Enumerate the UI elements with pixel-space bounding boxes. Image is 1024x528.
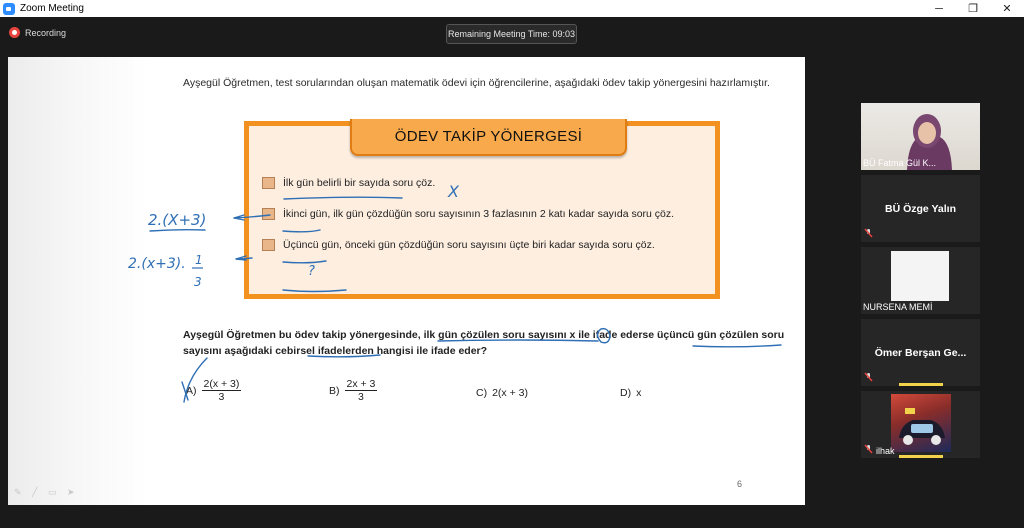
instruction-item <box>262 177 435 189</box>
close-icon[interactable]: ✕ <box>1002 3 1012 15</box>
choice-letter: A) <box>186 384 197 397</box>
checkbox-icon <box>262 208 275 220</box>
car-icon <box>891 394 951 452</box>
active-speaker-bar <box>899 383 943 386</box>
muted-mic-icon <box>864 372 873 382</box>
fraction-numerator: 2x + 3 <box>346 378 376 390</box>
slide-shadow <box>8 57 148 505</box>
instruction-item <box>262 208 674 220</box>
window-controls <box>922 0 1024 17</box>
muted-mic-icon <box>864 228 873 238</box>
participant-name: BÜ Fatma Gül K... <box>863 158 937 168</box>
fraction-numerator: 2(x + 3) <box>203 378 240 390</box>
choice-a <box>186 378 241 403</box>
arrow-icon <box>234 215 244 220</box>
underline-stroke <box>150 230 205 231</box>
recording-label: Recording <box>25 27 67 38</box>
participant-avatar <box>891 251 949 301</box>
participant-name: NURSENA MEMİ <box>863 302 933 312</box>
choice-fraction <box>345 378 378 403</box>
annotation-fraction-num: 1 <box>195 253 203 267</box>
choice-letter: C) <box>476 387 488 399</box>
annotation-fraction-den: 3 <box>194 275 202 289</box>
annotation-question-mark: ? <box>308 264 315 279</box>
participant-tile[interactable] <box>861 391 980 458</box>
fraction-denominator: 3 <box>218 391 225 403</box>
annotation-item3-note: 2.(x+3). <box>128 256 186 272</box>
active-speaker-bar <box>899 455 943 458</box>
participant-tile[interactable] <box>861 247 980 314</box>
restore-icon[interactable]: ❐ <box>968 3 978 15</box>
choice-letter: D) <box>620 387 632 399</box>
window-title: Zoom Meeting <box>20 3 84 14</box>
choice-text: 2(x + 3) <box>492 387 528 399</box>
participant-name: BÜ Özge Yalın <box>885 202 956 215</box>
annotation-toolbar[interactable]: ✎ ╱ ▭ ➤ <box>14 487 79 497</box>
instruction-item-text: İkinci gün, ilk gün çözdüğün soru sayısının 3 fazlasının 2 katı kadar sayıda soru çöz. <box>283 208 675 220</box>
instruction-item <box>262 239 655 251</box>
participant-avatar <box>891 394 951 452</box>
window-title-bar <box>0 0 1024 17</box>
recording-indicator[interactable] <box>9 27 66 38</box>
participant-tile[interactable] <box>861 319 980 386</box>
instruction-box-title: ÖDEV TAKİP YÖNERGESİ <box>350 119 627 156</box>
participant-tile[interactable] <box>861 103 980 170</box>
participant-name: Ömer Berşan Ge... <box>874 346 967 359</box>
choice-b <box>329 378 377 403</box>
choice-letter: B) <box>329 384 340 397</box>
page-number: 6 <box>737 479 743 489</box>
choice-c <box>476 387 528 399</box>
minimize-icon[interactable]: ─ <box>935 2 943 15</box>
recording-icon <box>9 27 20 38</box>
shared-screen <box>8 57 805 505</box>
annotation-item2-note: 2.(X+3) <box>148 211 207 229</box>
instruction-box <box>244 121 720 299</box>
muted-mic-icon <box>864 444 873 454</box>
instruction-item-text: İlk gün belirli bir sayıda soru çöz. <box>283 177 436 189</box>
meeting-top-bar <box>0 17 1024 51</box>
checkbox-icon <box>262 239 275 251</box>
participant-tile[interactable] <box>861 175 980 242</box>
participant-name: ilhak <box>876 446 895 456</box>
choice-text: x <box>636 387 642 399</box>
choice-d <box>620 387 641 399</box>
zoom-app-icon <box>3 3 15 15</box>
choice-fraction <box>202 378 242 403</box>
annotation-x-mark: X <box>448 182 459 201</box>
slide-intro-text: Ayşegül Öğretmen, test sorularından oluşan matematik ödevi için öğrencilerine, aşağıdaki ödev takip yönergesini hazırlamıştır. <box>183 77 770 89</box>
instruction-item-text: Üçüncü gün, önceki gün çözdüğün soru sayısını üçte biri kadar sayıda soru çöz. <box>283 239 655 251</box>
question-text: Ayşegül Öğretmen bu ödev takip yönergesinde, ilk gün çözülen soru sayısını x ile ifade ederse üçüncü gün çözülen soru sayısını aşağıdaki cebirsel ifadelerden hangisi ile ifade eder? <box>183 329 785 357</box>
checkbox-icon <box>262 177 275 189</box>
remaining-time-badge: Remaining Meeting Time: 09:03 <box>446 24 577 44</box>
fraction-denominator: 3 <box>358 391 364 403</box>
